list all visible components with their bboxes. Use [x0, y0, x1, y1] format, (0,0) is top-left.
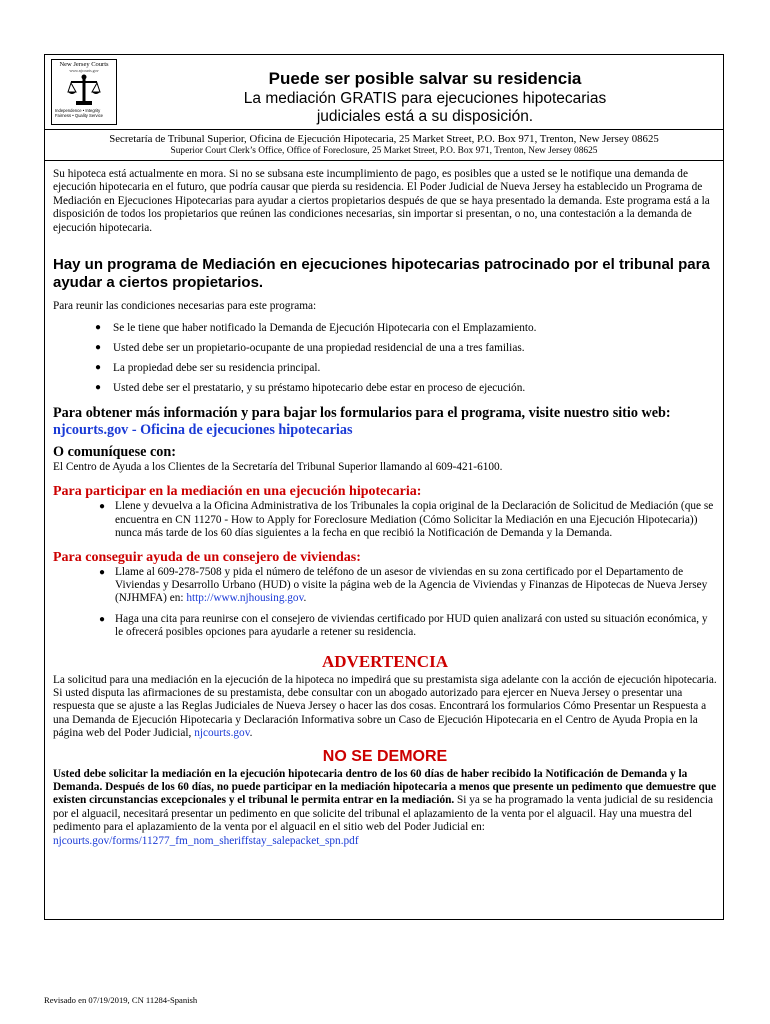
- notice-frame: [44, 54, 724, 920]
- contact-heading: O comuníquese con:: [53, 444, 176, 461]
- program-lead: Para reunir las condiciones necesarias para este programa:: [53, 300, 317, 313]
- participate-list: [53, 500, 717, 540]
- subtitle-line-2: judiciales está a su disposición.: [316, 107, 534, 125]
- eligibility-list: [53, 318, 717, 398]
- more-info: Para obtener más información y para bajar los formularios para el programa, visite nuestro sitio web: njcourts.gov - Oficina de ejecuciones hipotecarias: [53, 405, 671, 438]
- page-title: Puede ser posible salvar su residencia: [268, 69, 582, 88]
- list-item: ● Llene y devuelva a la Oficina Administrativa de los Tribunales la copia original de la Declaración de Solicitud de Mediación (que se encuentra en CN 11270 - How to Apply for Foreclosure Mediation (Cómo Solicitar la Mediación en una Ejecución Hipotecaria)) nunca más tarde de los 60 días siguientes a la fecha en que recibió la Notificación de Demanda y la Demanda.: [99, 500, 714, 540]
- bullet-icon: ●: [95, 322, 102, 334]
- warning-heading: ADVERTENCIA: [322, 651, 448, 671]
- address-english: Superior Court Clerk’s Office, Office of Foreclosure, 25 Market Street, P.O. Box 971, Trenton, New Jersey 08625: [170, 146, 598, 156]
- revision-footer: Revisado en 07/19/2019, CN 11284-Spanish: [44, 995, 198, 1005]
- list-item: ● Usted debe ser un propietario-ocupante de una propiedad residencial de una a tres familias.: [53, 338, 717, 358]
- housing-heading: Para conseguir ayuda de un consejero de viviendas:: [53, 549, 361, 565]
- bullet-icon: ●: [99, 566, 106, 578]
- bullet-icon: ●: [99, 501, 106, 513]
- intro-paragraph: Su hipoteca está actualmente en mora. Si no se subsana este incumplimiento de pago, es posibles que a usted se le notifique una demanda de ejecución hipotecaria en el futuro, que podría causar que pierda su residencia. El Poder Judicial de Nueva Jersey ha establecido un Programa de Mediación en Ejecuciones Hipotecarias para ayudar a ciertos propietarios después de que se haya presentado la demanda. Este programa está a la disposición de todos los propietarios que reúnen las condiciones necesarias, sin importar si presentan, o no, una contestación a la demanda de ejecución hipotecaria.: [53, 168, 710, 234]
- address-spanish: Secretaría de Tribunal Superior, Oficina de Ejecución Hipotecaria, 25 Market Street, P.O. Box 971, Trenton, New Jersey 08625: [109, 133, 659, 145]
- list-item: ● La propiedad debe ser su residencia principal.: [53, 358, 717, 378]
- address-band: [45, 129, 723, 161]
- bullet-icon: ●: [95, 342, 102, 354]
- list-item: ● Haga una cita para reunirse con el consejero de viviendas certificado por HUD quien analizará con usted su situación económica, y le ofrecerá posibles opciones para ayudarle a retener su residencia.: [99, 612, 708, 639]
- header: [45, 55, 723, 129]
- warning-text: La solicitud para una mediación en la ejecución de la hipoteca no impedirá que su prestamista siga adelante con la acción de ejecución hipotecaria. Si usted disputa las afirmaciones de su prestamista, debe consultar con un abogado autorizado para ejercer en Nueva Jersey o presentar una respuesta que se ajuste a las Reglas Judiciales de Nueva Jersey o hacer las dos cosas. Encontrará los formularios Cómo Presentar un Respuesta a una Demanda de Ejecución Hipotecaria y Declaración Informativa sobre un Caso de Ejecución Hipotecaria en el Centro de Ayuda Propia en la página web del Poder Judicial, njcourts.gov.: [53, 673, 717, 740]
- participate-heading: Para participar en la mediación en una ejecución hipotecaria:: [53, 484, 422, 500]
- delay-text: Usted debe solicitar la mediación en la ejecución hipotecaria dentro de los 60 días de haber recibido la Notificación de Demanda y la Demanda. Después de los 60 días, no puede participar en la mediación hipotecaria a menos que presente un pedimento que demuestre que existen circunstancias excepcionales y el tribunal le permita entrar en la mediación. Si ya se ha programado la venta judicial de su residencia por el alguacil, necesitará presentar un pedimento en que solicite del tribunal el aplazamiento de la venta por el alguacil. Hay una muestra del pedimento para el aplazamiento de la venta por el alguacil en el sitio web del Poder Judicial en: njcourts.gov/forms/11277_fm_nom_sheriffstay_salepacket_spn.pdf: [53, 767, 717, 847]
- bullet-icon: ●: [99, 613, 106, 625]
- content: [53, 165, 717, 848]
- list-item: ● Llame al 609-278-7508 y pida el número de teléfono de un asesor de viviendas en su zona certificado por el Departamento de Viviendas y Desarrollo Urbano (HUD) o visite la página web de la Agencia de Viviendas y Finanzas de Hipotecas de Nueva Jersey (NJHMFA) en: http://www.njhousing.gov.: [99, 565, 708, 605]
- njcourts-link[interactable]: njcourts.gov: [194, 727, 250, 740]
- logo-url: www.njcourts.gov: [69, 68, 99, 73]
- bullet-icon: ●: [95, 382, 102, 394]
- logo-title: New Jersey Courts: [59, 61, 109, 68]
- bullet-icon: ●: [95, 362, 102, 374]
- housing-list: [53, 566, 717, 640]
- foreclosure-office-link[interactable]: njcourts.gov - Oficina de ejecuciones hipotecarias: [53, 421, 353, 438]
- page-subtitle: [127, 90, 723, 125]
- logo-motto-1: Independence • Integrity: [55, 108, 101, 113]
- nj-courts-logo: [51, 59, 117, 125]
- program-heading: Hay un programa de Mediación en ejecuciones hipotecarias patrocinado por el tribunal para ayudar a ciertos propietarios.: [53, 256, 710, 292]
- contact-text: El Centro de Ayuda a los Clientes de la Secretaría del Tribunal Superior llamando al 609-421-6100.: [53, 460, 503, 473]
- njhousing-link[interactable]: http://www.njhousing.gov: [186, 592, 304, 605]
- justice-scales-icon: [67, 74, 101, 108]
- logo-motto-2: Fairness • Quality Service: [55, 113, 104, 118]
- list-item: ● Usted debe ser el prestatario, y su préstamo hipotecario debe estar en proceso de ejecución.: [53, 378, 717, 398]
- sheriff-stay-form-link[interactable]: njcourts.gov/forms/11277_fm_nom_sheriffstay_salepacket_spn.pdf: [53, 834, 359, 847]
- subtitle-line-1: La mediación GRATIS para ejecuciones hipotecarias: [243, 90, 607, 107]
- list-item: ● Se le tiene que haber notificado la Demanda de Ejecución Hipotecaria con el Emplazamiento.: [53, 318, 717, 338]
- delay-heading: NO SE DEMORE: [322, 747, 448, 765]
